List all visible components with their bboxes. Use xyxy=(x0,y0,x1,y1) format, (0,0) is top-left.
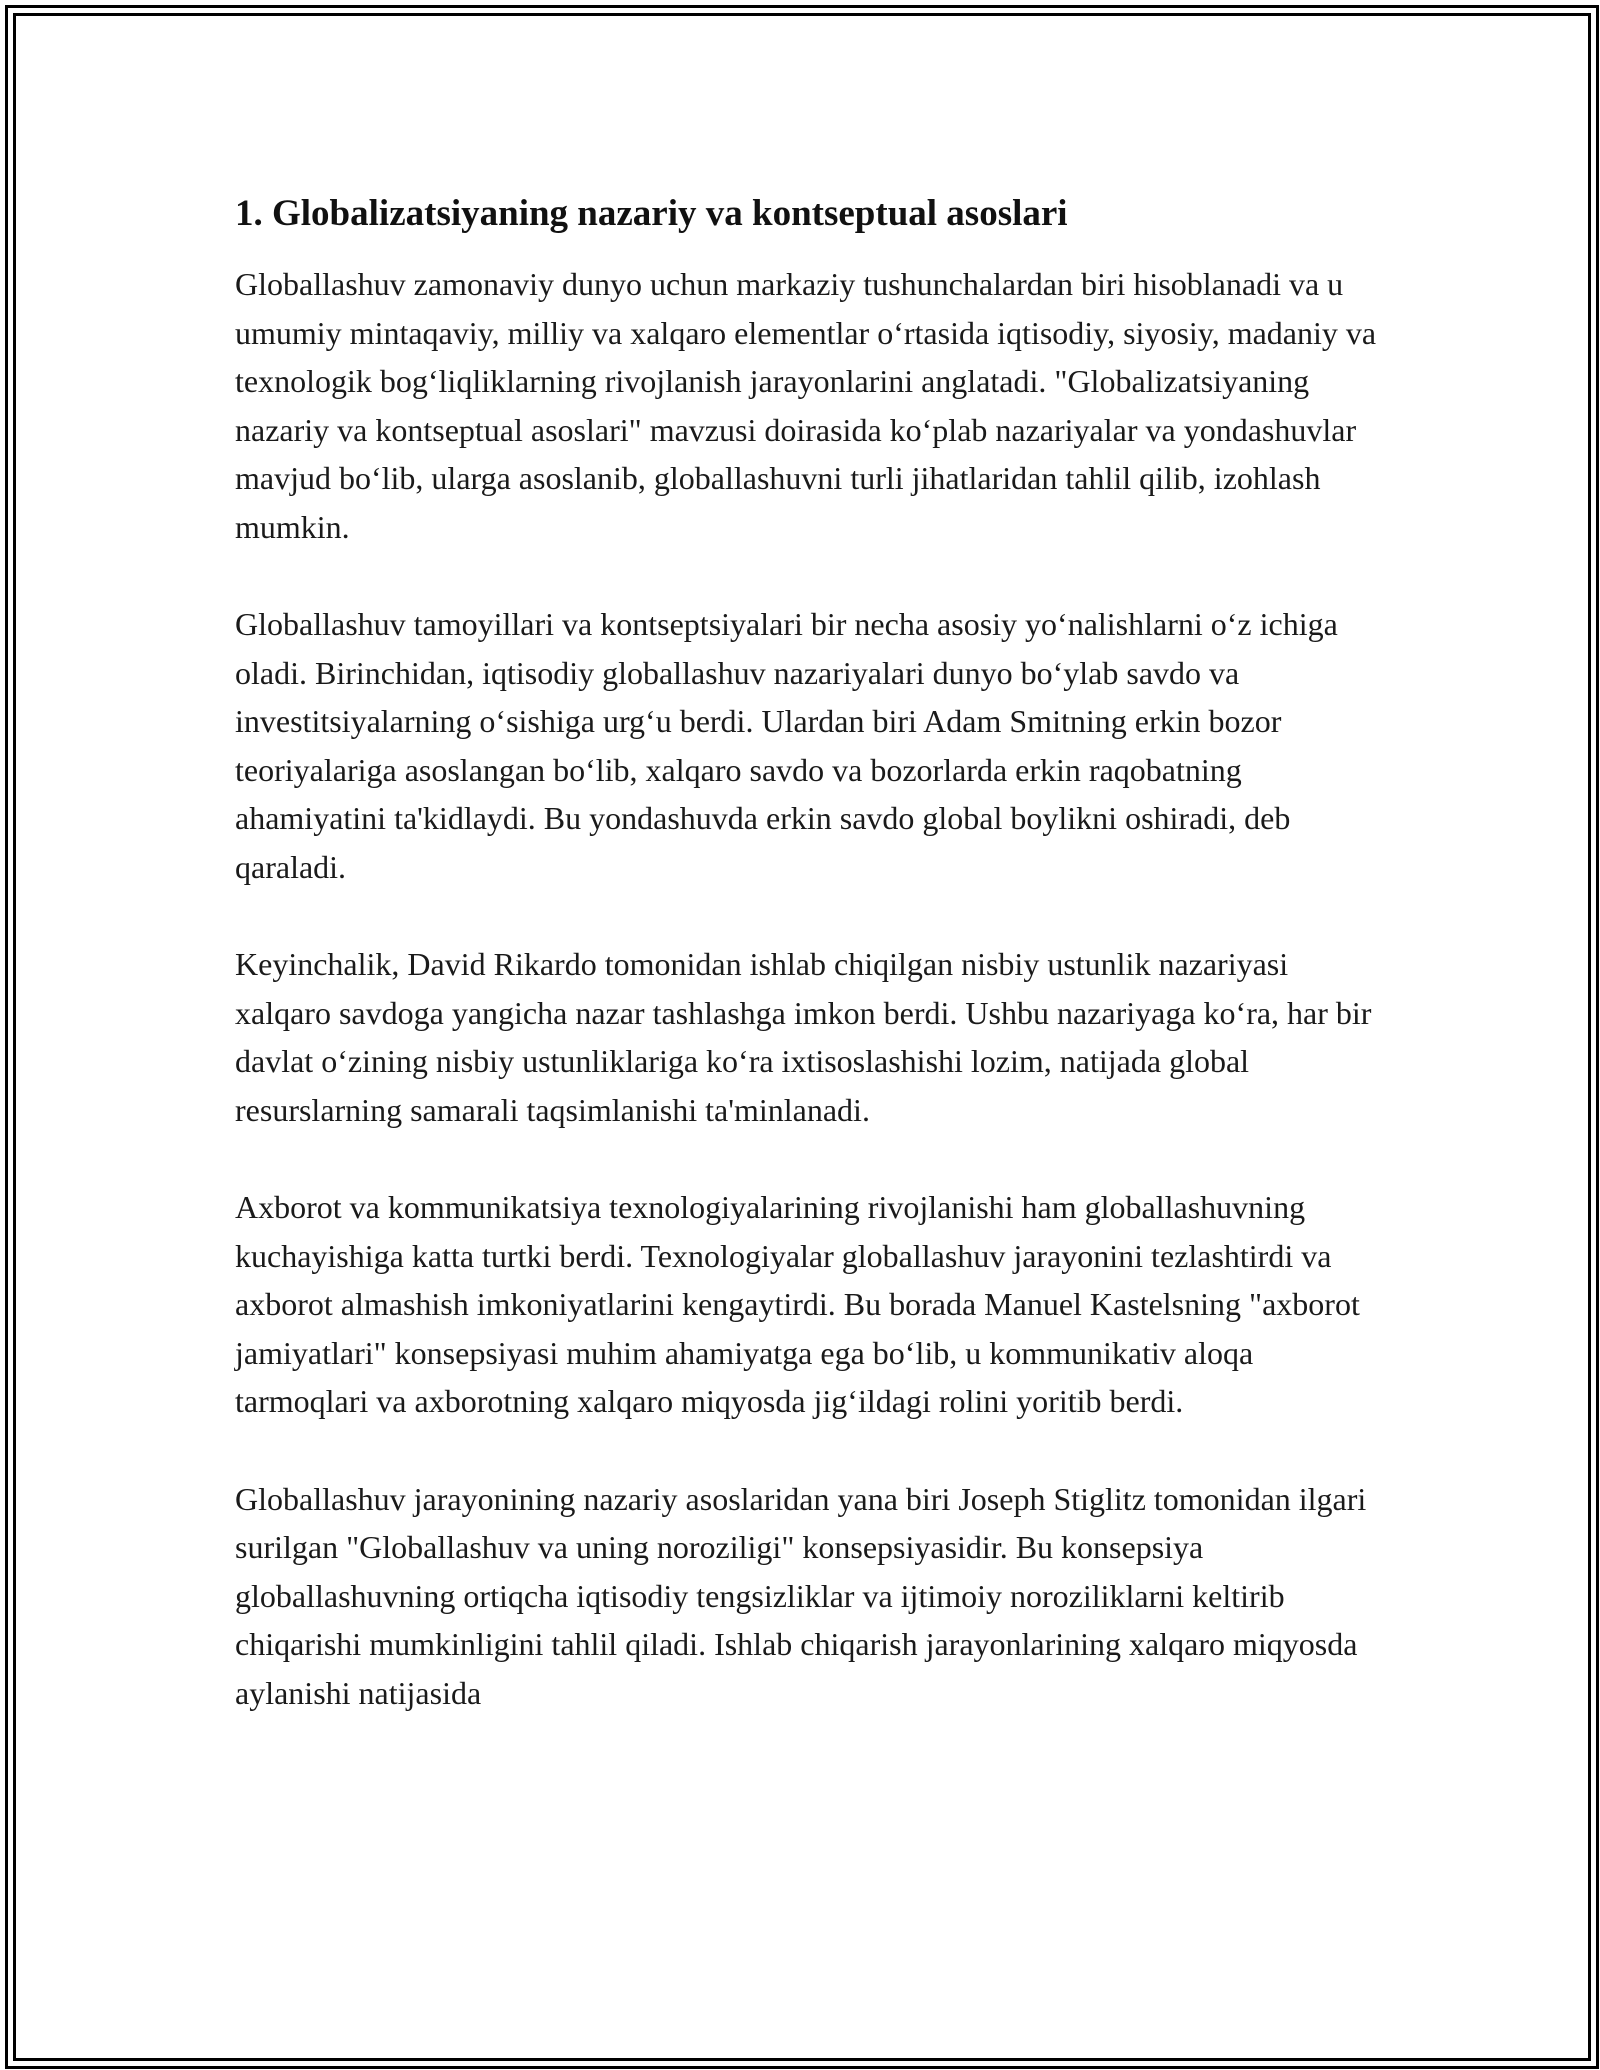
document-body xyxy=(235,186,1385,1717)
paragraph-principles: Globallashuv tamoyillari va kontseptsiyalari bir necha asosiy yoʻnalishlarni oʻz ichiga oladi. Birinchidan, iqtisodiy globallashuv nazariyalari dunyo boʻylab savdo va investitsiyalarning oʻsishiga urgʻu berdi. Ulardan biri Adam Smitning erkin bozor teoriyalariga asoslangan boʻlib, xalqaro savdo va bozorlarda erkin raqobatning ahamiyatini ta'kidlaydi. Bu yondashuvda erkin savdo global boylikni oshiradi, deb qaraladi. xyxy=(235,606,1338,885)
paragraph-stiglitz: Globallashuv jarayonining nazariy asoslaridan yana biri Joseph Stiglitz tomonidan ilgari surilgan "Globallashuv va uning noroziligi" konsepsiyasidir. Bu konsepsiya globallashuvning ortiqcha iqtisodiy tengsizliklar va ijtimoiy noroziliklarni keltirib chiqarishi mumkinligini tahlil qiladi. Ishlab chiqarish jarayonlarining xalqaro miqyosda aylanishi natijasida xyxy=(235,1480,1367,1711)
paragraph-ricardo: Keyinchalik, David Rikardo tomonidan ishlab chiqilgan nisbiy ustunlik nazariyasi xalqaro savdoga yangicha nazar tashlashga imkon berdi. Ushbu nazariyaga koʻra, har bir davlat oʻzining nisbiy ustunliklariga koʻra ixtisoslashishi lozim, natijada global resurslarning samarali taqsimlanishi ta'minlanadi. xyxy=(235,946,1372,1128)
paragraph-intro: Globallashuv zamonaviy dunyo uchun markaziy tushunchalardan biri hisoblanadi va u umumiy mintaqaviy, milliy va xalqaro elementlar oʻrtasida iqtisodiy, siyosiy, madaniy va texnologik bogʻliqliklarning rivojlanish jarayonlarini anglatadi. "Globalizatsiyaning nazariy va kontseptual asoslari" mavzusi doirasida koʻplab nazariyalar va yondashuvlar mavjud boʻlib, ularga asoslanib, globallashuvni turli jihatlaridan tahlil qilib, izohlash mumkin. xyxy=(235,266,1377,545)
section-heading: 1. Globalizatsiyaning nazariy va kontseptual asoslari xyxy=(235,193,1068,234)
paragraph-ict: Axborot va kommunikatsiya texnologiyalarining rivojlanishi ham globallashuvning kuchayishiga katta turtki berdi. Texnologiyalar globallashuv jarayonini tezlashtirdi va axborot almashish imkoniyatlarini kengaytirdi. Bu borada Manuel Kastelsning "axborot jamiyatlari" konsepsiyasi muhim ahamiyatga ega boʻlib, u kommunikativ aloqa tarmoqlari va axborotning xalqaro miqyosda jigʻildagi rolini yoritib berdi. xyxy=(235,1189,1360,1419)
